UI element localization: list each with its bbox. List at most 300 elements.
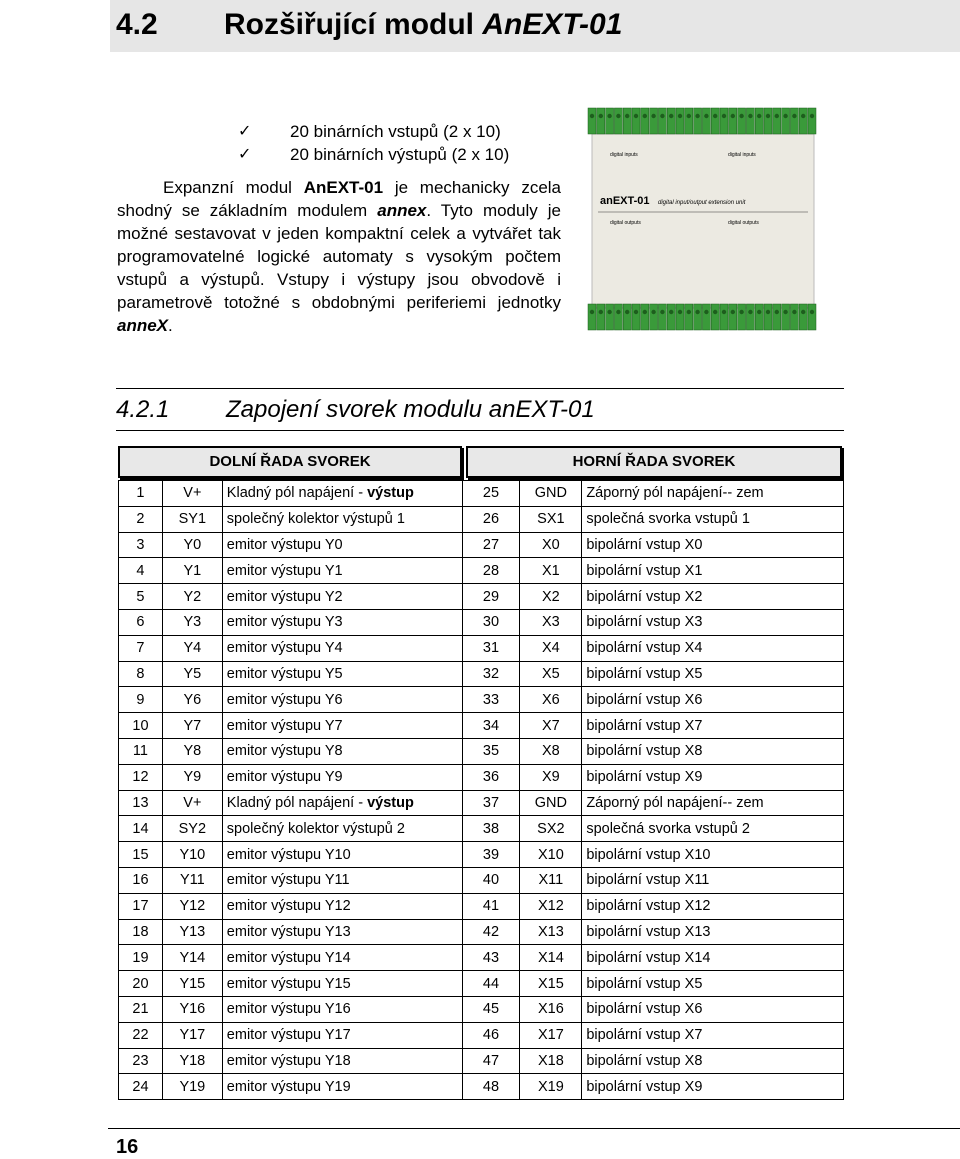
pin-number	[462, 1022, 520, 1048]
pin-signal	[520, 687, 582, 713]
pin-number-text: 14	[132, 820, 149, 837]
pin-description-text: emitor výstupu Y19	[226, 1078, 351, 1095]
pin-signal-text: X18	[537, 1052, 564, 1069]
pin-signal	[520, 558, 582, 584]
screw-head	[695, 310, 699, 314]
screw-head	[590, 310, 594, 314]
title-model: AnEXT-01	[482, 8, 623, 41]
screw-head	[748, 310, 752, 314]
pin-signal	[162, 481, 222, 507]
pin-number-text: 46	[482, 1027, 500, 1044]
pin-signal	[162, 609, 222, 635]
pin-description-text: Kladný pól napájení -	[226, 485, 368, 502]
pin-signal-text: X19	[537, 1078, 564, 1095]
terminal-screw	[694, 304, 702, 330]
pin-description-text: emitor výstupu Y6	[226, 691, 343, 708]
pin-description-text: bipolární vstup X1	[586, 562, 703, 579]
pin-signal	[162, 738, 222, 764]
pin-signal	[520, 790, 582, 816]
screw-head	[669, 114, 673, 118]
pin-signal	[520, 584, 582, 610]
pin-signal-text: Y10	[179, 846, 206, 863]
pin-signal	[162, 790, 222, 816]
screw-head	[704, 114, 708, 118]
terminal-screw	[606, 108, 614, 134]
table-row	[119, 945, 844, 971]
intro-paragraph	[117, 176, 561, 337]
terminal-screw	[658, 304, 666, 330]
table-row	[119, 532, 844, 558]
pin-description-text: emitor výstupu Y2	[226, 588, 343, 605]
pin-number	[119, 738, 163, 764]
terminal-screw	[782, 108, 790, 134]
pin-description-bold: výstup	[367, 485, 414, 502]
table-row	[119, 867, 844, 893]
pin-number	[119, 842, 163, 868]
pin-description	[222, 506, 462, 532]
pin-number-text: 9	[136, 691, 145, 708]
terminal-screw	[606, 304, 614, 330]
terminal-screw	[711, 304, 719, 330]
pin-description	[222, 584, 462, 610]
pin-description	[222, 1022, 462, 1048]
table-row	[119, 842, 844, 868]
pin-description-text: emitor výstupu Y3	[226, 614, 343, 631]
table-row	[119, 816, 844, 842]
pin-number-text: 11	[132, 743, 148, 760]
screw-head	[678, 114, 682, 118]
terminal-screw	[650, 108, 658, 134]
table-row	[119, 713, 844, 739]
pin-number-text: 45	[482, 1001, 500, 1018]
pin-signal-text: X15	[537, 975, 564, 992]
pin-signal	[162, 687, 222, 713]
pin-number	[119, 945, 163, 971]
pin-number	[119, 764, 163, 790]
pin-number	[462, 558, 520, 584]
terminal-screw	[773, 108, 781, 134]
checkmark-icon: ✓	[238, 146, 252, 163]
pin-description	[222, 816, 462, 842]
intro-text: Expanzní modul	[163, 178, 304, 197]
pin-description-text: bipolární vstup X14	[586, 949, 711, 966]
pin-number	[119, 816, 163, 842]
pin-description-text: bipolární vstup X8	[586, 1052, 703, 1069]
pin-signal	[162, 945, 222, 971]
table-row	[119, 635, 844, 661]
pin-description	[582, 1022, 844, 1048]
table-row	[119, 481, 844, 507]
pin-signal	[520, 1022, 582, 1048]
pin-number	[119, 893, 163, 919]
pin-description-text: bipolární vstup X3	[586, 614, 703, 631]
screw-head	[651, 310, 655, 314]
pin-description-text: společná svorka vstupů 1	[586, 511, 750, 528]
pin-description-text: emitor výstupu Y1	[226, 562, 343, 579]
screw-head	[643, 114, 647, 118]
checkmark-icon: ✓	[238, 123, 252, 140]
screw-head	[766, 114, 770, 118]
pin-number-text: 10	[132, 717, 149, 734]
pin-signal-text: Y1	[183, 562, 202, 579]
screw-head	[704, 310, 708, 314]
pin-description	[582, 867, 844, 893]
intro-bold: AnEXT-01	[303, 178, 384, 197]
pin-number-text: 22	[132, 1027, 149, 1044]
section-number: 4.2	[116, 8, 158, 41]
pin-description	[222, 687, 462, 713]
terminal-screw	[799, 108, 807, 134]
pin-signal-text: Y5	[183, 665, 202, 682]
pin-signal	[162, 919, 222, 945]
table-row	[119, 1048, 844, 1074]
pin-signal-text: X7	[541, 717, 560, 734]
pin-signal-text: Y0	[183, 536, 202, 553]
pin-signal	[162, 532, 222, 558]
pin-number-text: 12	[132, 769, 149, 786]
table-row	[119, 971, 844, 997]
pin-signal-text: Y12	[179, 898, 206, 915]
pin-description	[222, 893, 462, 919]
pin-number-text: 31	[482, 640, 500, 657]
pin-number-text: 47	[482, 1052, 500, 1069]
pin-description	[582, 1074, 844, 1100]
pin-number	[462, 687, 520, 713]
pin-signal	[520, 532, 582, 558]
pin-number-text: 6	[136, 614, 145, 631]
intro-text: je mechanicky zcela shodný se základním modulem	[117, 178, 561, 220]
screw-head	[731, 114, 735, 118]
pin-signal	[162, 996, 222, 1022]
pin-description-text: bipolární vstup X9	[586, 769, 703, 786]
table-row	[119, 893, 844, 919]
pin-description	[222, 1048, 462, 1074]
terminal-screw	[738, 108, 746, 134]
screw-head	[607, 310, 611, 314]
feature-item	[238, 143, 509, 166]
pin-signal	[162, 661, 222, 687]
pin-signal	[162, 893, 222, 919]
pin-number	[462, 842, 520, 868]
table-row	[119, 996, 844, 1022]
pin-number-text: 2	[136, 511, 145, 528]
pin-signal-text: Y13	[179, 923, 206, 940]
pin-description	[582, 506, 844, 532]
pin-description	[222, 558, 462, 584]
pin-number-text: 19	[132, 949, 149, 966]
pin-description	[582, 816, 844, 842]
pin-description-text: bipolární vstup X8	[586, 743, 703, 760]
pin-description-text: emitor výstupu Y0	[226, 536, 343, 553]
pin-number	[462, 893, 520, 919]
screw-head	[669, 310, 673, 314]
terminal-screw	[720, 304, 728, 330]
screw-head	[810, 310, 814, 314]
pin-number-text: 40	[482, 872, 500, 889]
section-rule-bottom	[116, 430, 844, 431]
pin-description	[582, 532, 844, 558]
table-header-right: HORNÍ ŘADA SVOREK	[466, 446, 842, 478]
pin-description-text: emitor výstupu Y8	[226, 743, 343, 760]
pin-description	[582, 842, 844, 868]
table-row	[119, 790, 844, 816]
pin-description	[582, 481, 844, 507]
photo-label: digital outputs	[728, 220, 759, 226]
pin-description	[582, 687, 844, 713]
pin-description-text: bipolární vstup X4	[586, 640, 703, 657]
terminal-screw	[808, 108, 816, 134]
pin-description-text: emitor výstupu Y14	[226, 949, 351, 966]
screw-head	[687, 114, 691, 118]
terminal-screw	[667, 108, 675, 134]
subsection-title: Zapojení svorek modulu anEXT-01	[226, 396, 595, 423]
pin-description	[582, 971, 844, 997]
pin-description-text: společný kolektor výstupů 2	[226, 820, 405, 837]
pin-number	[119, 919, 163, 945]
screw-head	[775, 114, 779, 118]
pin-number	[119, 661, 163, 687]
screw-head	[687, 310, 691, 314]
pin-signal-text: X4	[541, 640, 560, 657]
pin-number	[462, 764, 520, 790]
pin-description	[222, 738, 462, 764]
pin-description-text: emitor výstupu Y5	[226, 665, 343, 682]
photo-label: digital inputs	[728, 152, 756, 158]
screw-head	[722, 114, 726, 118]
pin-signal-text: X12	[537, 898, 564, 915]
pin-description	[222, 971, 462, 997]
pin-number-text: 24	[132, 1078, 149, 1095]
pin-number	[462, 945, 520, 971]
screw-head	[651, 114, 655, 118]
pin-description	[582, 996, 844, 1022]
pin-number-text: 8	[136, 665, 145, 682]
pin-number	[119, 481, 163, 507]
feature-text: 20 binárních výstupů (2 x 10)	[290, 145, 510, 164]
screw-head	[660, 310, 664, 314]
terminal-screw	[702, 108, 710, 134]
pin-number-text: 18	[132, 923, 149, 940]
pin-number	[462, 919, 520, 945]
screw-head	[695, 114, 699, 118]
feature-list	[238, 120, 509, 166]
pin-number	[462, 661, 520, 687]
pin-description-text: bipolární vstup X6	[586, 691, 703, 708]
terminal-screw	[764, 304, 772, 330]
pin-signal	[520, 996, 582, 1022]
pin-signal	[162, 816, 222, 842]
feature-text: 20 binárních vstupů (2 x 10)	[290, 122, 501, 141]
pin-number	[462, 971, 520, 997]
pin-description	[222, 661, 462, 687]
screw-head	[616, 114, 620, 118]
pin-number-text: 20	[132, 975, 149, 992]
pin-number	[119, 532, 163, 558]
pin-description	[222, 790, 462, 816]
screw-head	[757, 114, 761, 118]
screw-head	[625, 114, 629, 118]
page-title	[224, 8, 622, 42]
pin-signal-text: SX1	[537, 511, 565, 528]
pin-signal-text: Y4	[183, 640, 202, 657]
pin-description	[222, 635, 462, 661]
terminal-screw	[720, 108, 728, 134]
terminal-screw	[658, 108, 666, 134]
terminal-table-body	[119, 481, 844, 1100]
pin-signal	[520, 764, 582, 790]
pin-signal-text: X2	[541, 588, 560, 605]
pin-number	[462, 584, 520, 610]
pin-description-text: bipolární vstup X13	[586, 923, 711, 940]
screw-head	[757, 310, 761, 314]
pin-signal	[162, 506, 222, 532]
photo-label: digital outputs	[610, 220, 641, 226]
table-row	[119, 687, 844, 713]
pin-number-text: 30	[482, 614, 500, 631]
intro-text: . Tyto moduly je možné sestavovat v jeden kompaktní celek a vytvářet tak programovatelné logické automaty s vysokým počtem vstupů a výstupů. Vstupy i výstupy jsou obvodově i parametrově totožné s obdobnými periferiemi jednotky	[117, 201, 561, 312]
terminal-screw	[641, 108, 649, 134]
screw-head	[722, 310, 726, 314]
pin-signal	[162, 867, 222, 893]
terminal-screw	[694, 108, 702, 134]
pin-signal	[520, 842, 582, 868]
pin-number	[119, 1048, 163, 1074]
pin-signal-text: X6	[541, 691, 560, 708]
terminal-screw	[614, 304, 622, 330]
pin-signal	[520, 1074, 582, 1100]
pin-number-text: 13	[132, 794, 149, 811]
pin-signal	[520, 609, 582, 635]
pin-description-text: bipolární vstup X5	[586, 665, 703, 682]
pin-description-bold: výstup	[367, 794, 414, 811]
pin-number	[119, 713, 163, 739]
pin-signal	[520, 945, 582, 971]
pin-signal	[520, 893, 582, 919]
pin-number-text: 7	[136, 640, 145, 657]
pin-number-text: 28	[482, 562, 500, 579]
pin-number	[462, 713, 520, 739]
photo-subtitle: digital input/output extension unit	[658, 200, 746, 206]
pin-description-text: bipolární vstup X9	[586, 1078, 703, 1095]
page-number: 16	[116, 1136, 139, 1158]
pin-description-text: bipolární vstup X10	[586, 846, 711, 863]
pin-description	[582, 635, 844, 661]
screw-head	[731, 310, 735, 314]
pin-signal	[162, 713, 222, 739]
pin-signal-text: Y16	[179, 1001, 206, 1018]
pin-signal	[520, 971, 582, 997]
pin-description	[222, 842, 462, 868]
terminal-screw	[755, 304, 763, 330]
pin-signal	[162, 842, 222, 868]
pin-number-text: 41	[482, 898, 500, 915]
pin-description-text: emitor výstupu Y17	[226, 1027, 351, 1044]
pin-description	[582, 558, 844, 584]
pin-signal-text: X8	[541, 743, 560, 760]
pin-number-text: 1	[136, 485, 145, 502]
pin-signal-text: Y2	[183, 588, 202, 605]
pin-number-text: 44	[482, 975, 500, 992]
terminal-screw	[711, 108, 719, 134]
screw-head	[775, 310, 779, 314]
pin-number	[119, 609, 163, 635]
feature-item	[238, 120, 509, 143]
pin-number	[119, 1022, 163, 1048]
terminal-screw	[729, 108, 737, 134]
pin-signal	[162, 764, 222, 790]
terminal-screw	[632, 108, 640, 134]
pin-number-text: 25	[482, 485, 500, 502]
pin-signal	[520, 919, 582, 945]
pin-signal-text: Y3	[183, 614, 202, 631]
pin-number-text: 48	[482, 1078, 500, 1095]
screw-head	[792, 310, 796, 314]
pin-description	[582, 945, 844, 971]
pin-number-text: 16	[132, 872, 149, 889]
terminal-screw	[790, 108, 798, 134]
pin-number-text: 39	[482, 846, 500, 863]
pin-number-text: 42	[482, 923, 500, 940]
pin-number	[119, 584, 163, 610]
pin-number	[462, 867, 520, 893]
terminal-screw	[588, 304, 596, 330]
pin-signal-text: V+	[183, 794, 202, 811]
terminal-screw	[641, 304, 649, 330]
pin-description-text: bipolární vstup X7	[586, 1027, 703, 1044]
screw-head	[599, 114, 603, 118]
terminal-screw	[597, 108, 605, 134]
pin-number-text: 21	[132, 1001, 149, 1018]
pin-number	[462, 609, 520, 635]
pin-signal-text: Y15	[179, 975, 206, 992]
table-row	[119, 1022, 844, 1048]
pin-description-text: emitor výstupu Y10	[226, 846, 351, 863]
terminal-screw	[632, 304, 640, 330]
terminal-screw	[676, 304, 684, 330]
pin-description	[582, 609, 844, 635]
pin-description-text: bipolární vstup X2	[586, 588, 703, 605]
pin-number-text: 26	[482, 511, 500, 528]
pin-signal-text: Y9	[183, 769, 202, 786]
pin-description-text: emitor výstupu Y18	[226, 1052, 351, 1069]
pin-number	[119, 558, 163, 584]
pin-signal-text: Y18	[179, 1052, 206, 1069]
terminal-screw	[808, 304, 816, 330]
pin-number	[119, 1074, 163, 1100]
pin-signal	[162, 1022, 222, 1048]
intro-bold: anneX	[117, 316, 169, 335]
pin-signal	[520, 1048, 582, 1074]
pin-signal-text: SY1	[178, 511, 207, 528]
terminal-screw	[597, 304, 605, 330]
photo-brand: anEXT-01	[600, 195, 650, 207]
pin-number	[462, 996, 520, 1022]
pin-signal	[162, 584, 222, 610]
pin-description-text: emitor výstupu Y4	[226, 640, 343, 657]
pin-signal-text: GND	[534, 794, 567, 811]
pin-description	[582, 919, 844, 945]
pin-number	[119, 971, 163, 997]
photo-label: digital inputs	[610, 152, 638, 158]
screw-head	[643, 310, 647, 314]
screw-head	[660, 114, 664, 118]
terminal-strip-top	[588, 108, 816, 134]
pin-description-text: bipolární vstup X12	[586, 898, 711, 915]
pin-description	[582, 661, 844, 687]
table-row	[119, 1074, 844, 1100]
table-row	[119, 584, 844, 610]
terminal-screw	[746, 108, 754, 134]
